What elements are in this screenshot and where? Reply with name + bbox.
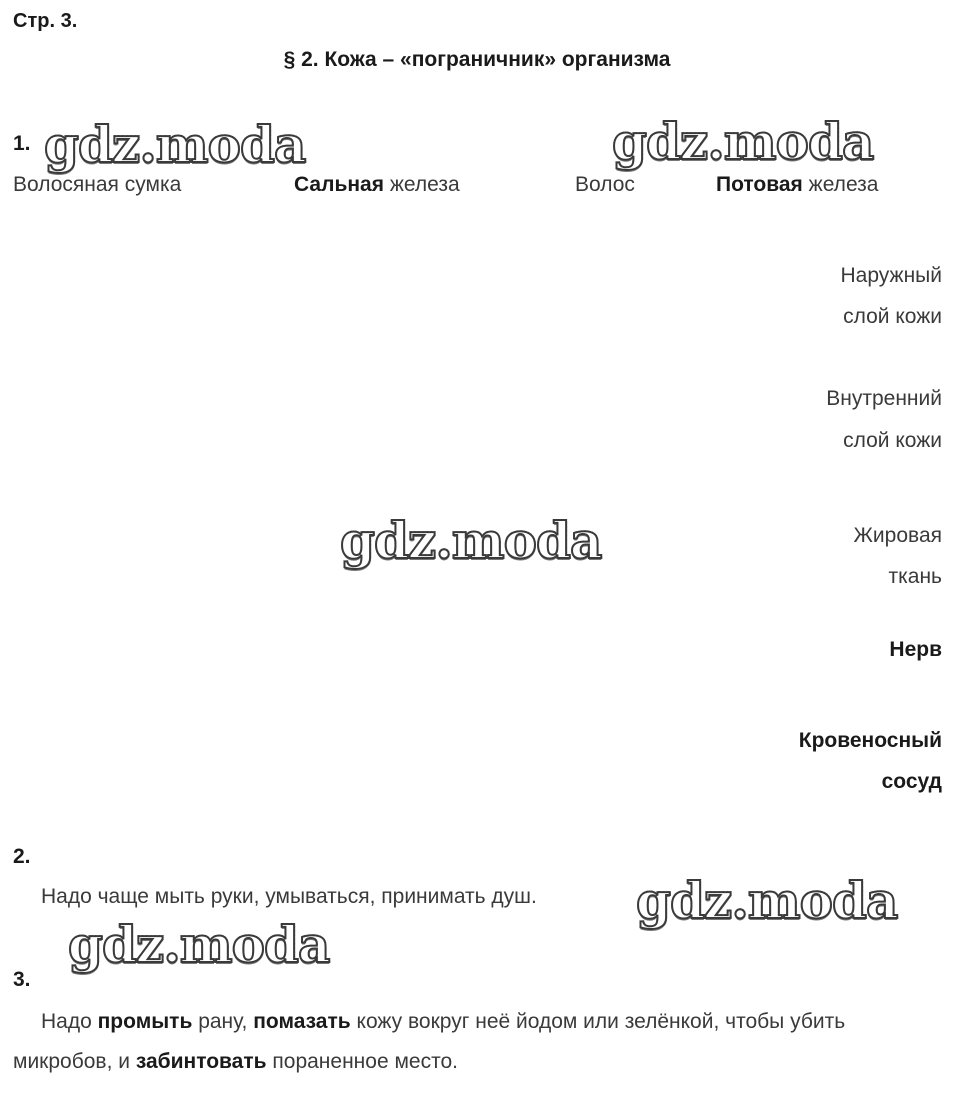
label-sweat-gland: Потовая железа — [716, 173, 879, 196]
task2-answer: Надо чаще мыть руки, умываться, принимать душ. — [41, 885, 537, 908]
label-outer-skin-layer: Наружный слой кожи — [840, 264, 942, 328]
task2-number: 2. — [13, 845, 31, 868]
label-nerve: Нерв — [889, 638, 942, 661]
watermark-5: gdz.moda — [68, 915, 330, 974]
label-hair-follicle: Волосяная сумка — [13, 173, 182, 196]
watermark-4: gdz.moda — [636, 871, 898, 930]
label-fat-tissue: Жировая ткань — [853, 524, 942, 588]
watermark-1: gdz.moda — [44, 115, 306, 174]
label-hair: Волос — [575, 173, 635, 196]
task3-answer-line1: Надо промыть рану, помазать кожу вокруг неё йодом или зелёнкой, чтобы убить — [41, 1010, 846, 1033]
page-title: § 2. Кожа – «пограничник» организма — [283, 48, 671, 71]
watermark-3: gdz.moda — [340, 511, 602, 570]
task1-number: 1. — [13, 132, 31, 155]
watermark-2: gdz.moda — [612, 112, 874, 171]
page-label: Стр. 3. — [13, 10, 78, 32]
label-sebaceous-gland: Сальная железа — [294, 173, 460, 196]
task3-number: 3. — [13, 968, 31, 991]
task3-answer-line2: микробов, и забинтовать пораненное место. — [13, 1050, 458, 1073]
label-inner-skin-layer: Внутренний слой кожи — [826, 387, 942, 452]
label-blood-vessel: Кровеносный сосуд — [798, 729, 942, 793]
